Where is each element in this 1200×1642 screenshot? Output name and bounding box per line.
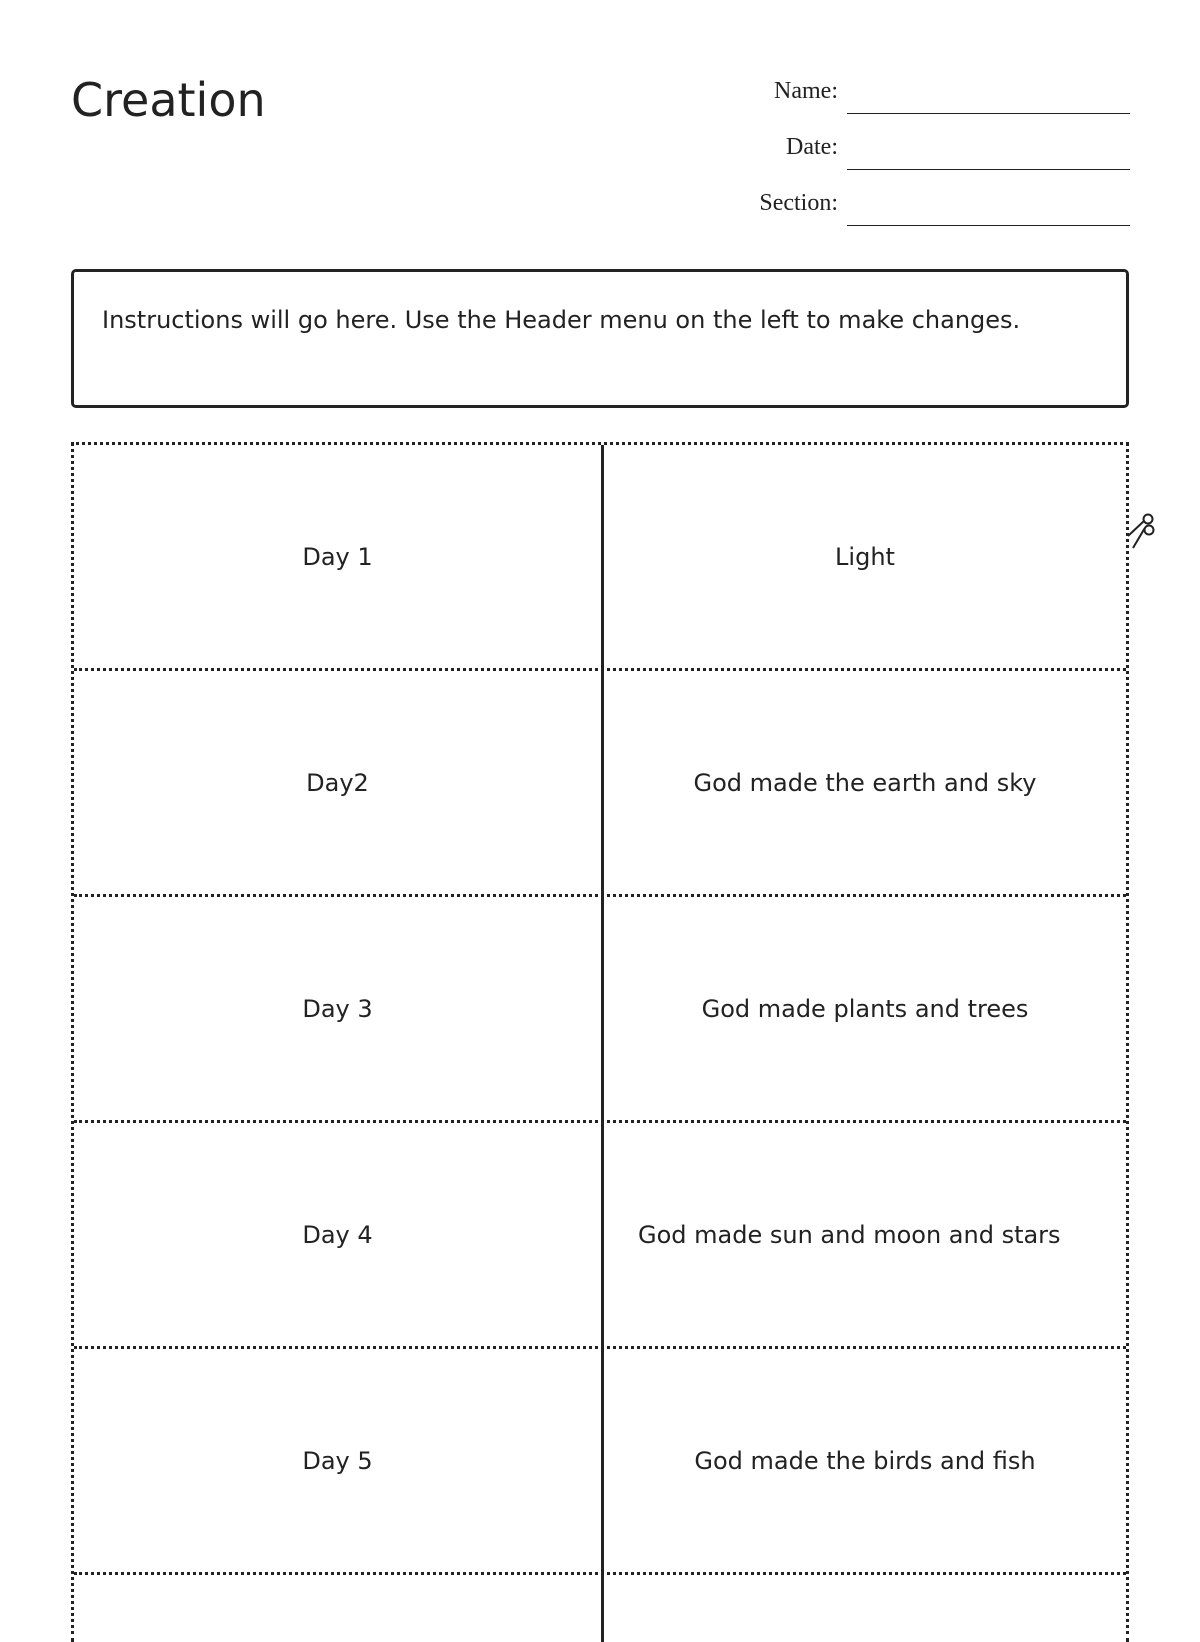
card-row-day-1	[74, 445, 1126, 671]
card-day-label: Day 1	[302, 542, 373, 571]
card-left-cell	[74, 445, 601, 668]
card-description: God made plants and trees	[701, 994, 1029, 1023]
card-description: Light	[835, 542, 895, 571]
section-label: Section:	[759, 190, 838, 216]
card-description: God made the earth and sky	[693, 768, 1037, 797]
card-description: God made the birds and fish	[694, 1446, 1036, 1475]
card-day-label: Day 5	[302, 1446, 373, 1475]
section-field	[700, 184, 1130, 240]
card-right-cell	[604, 897, 1126, 1120]
card-day-label: Day2	[306, 768, 369, 797]
date-field	[700, 128, 1130, 184]
date-write-line[interactable]	[847, 169, 1130, 170]
section-write-line[interactable]	[847, 225, 1130, 226]
card-left-cell	[74, 1123, 601, 1346]
name-label: Name:	[774, 78, 838, 104]
matching-cards-grid	[71, 442, 1129, 1642]
page-title: Creation	[71, 73, 266, 127]
card-day-label: Day 4	[302, 1220, 373, 1249]
card-right-cell	[604, 1349, 1126, 1572]
instructions-box	[71, 269, 1129, 408]
card-left-cell	[74, 1349, 601, 1572]
scissors-icon	[1122, 510, 1162, 554]
instructions-text: Instructions will go here. Use the Header menu on the left to make changes.	[102, 306, 1021, 334]
card-right-cell	[604, 671, 1126, 894]
date-label: Date:	[786, 134, 838, 160]
student-info-fields	[700, 72, 1130, 240]
card-right-cell	[604, 1123, 1126, 1346]
card-row-day-2	[74, 671, 1126, 897]
card-day-label: Day 3	[302, 994, 373, 1023]
card-description: God made sun and moon and stars	[638, 1220, 1061, 1249]
card-left-cell	[74, 671, 601, 894]
name-field	[700, 72, 1130, 128]
card-left-cell	[74, 897, 601, 1120]
card-right-cell	[604, 445, 1126, 668]
card-row-day-5	[74, 1349, 1126, 1575]
card-row-day-4	[74, 1123, 1126, 1349]
name-write-line[interactable]	[847, 113, 1130, 114]
card-row-day-3	[74, 897, 1126, 1123]
